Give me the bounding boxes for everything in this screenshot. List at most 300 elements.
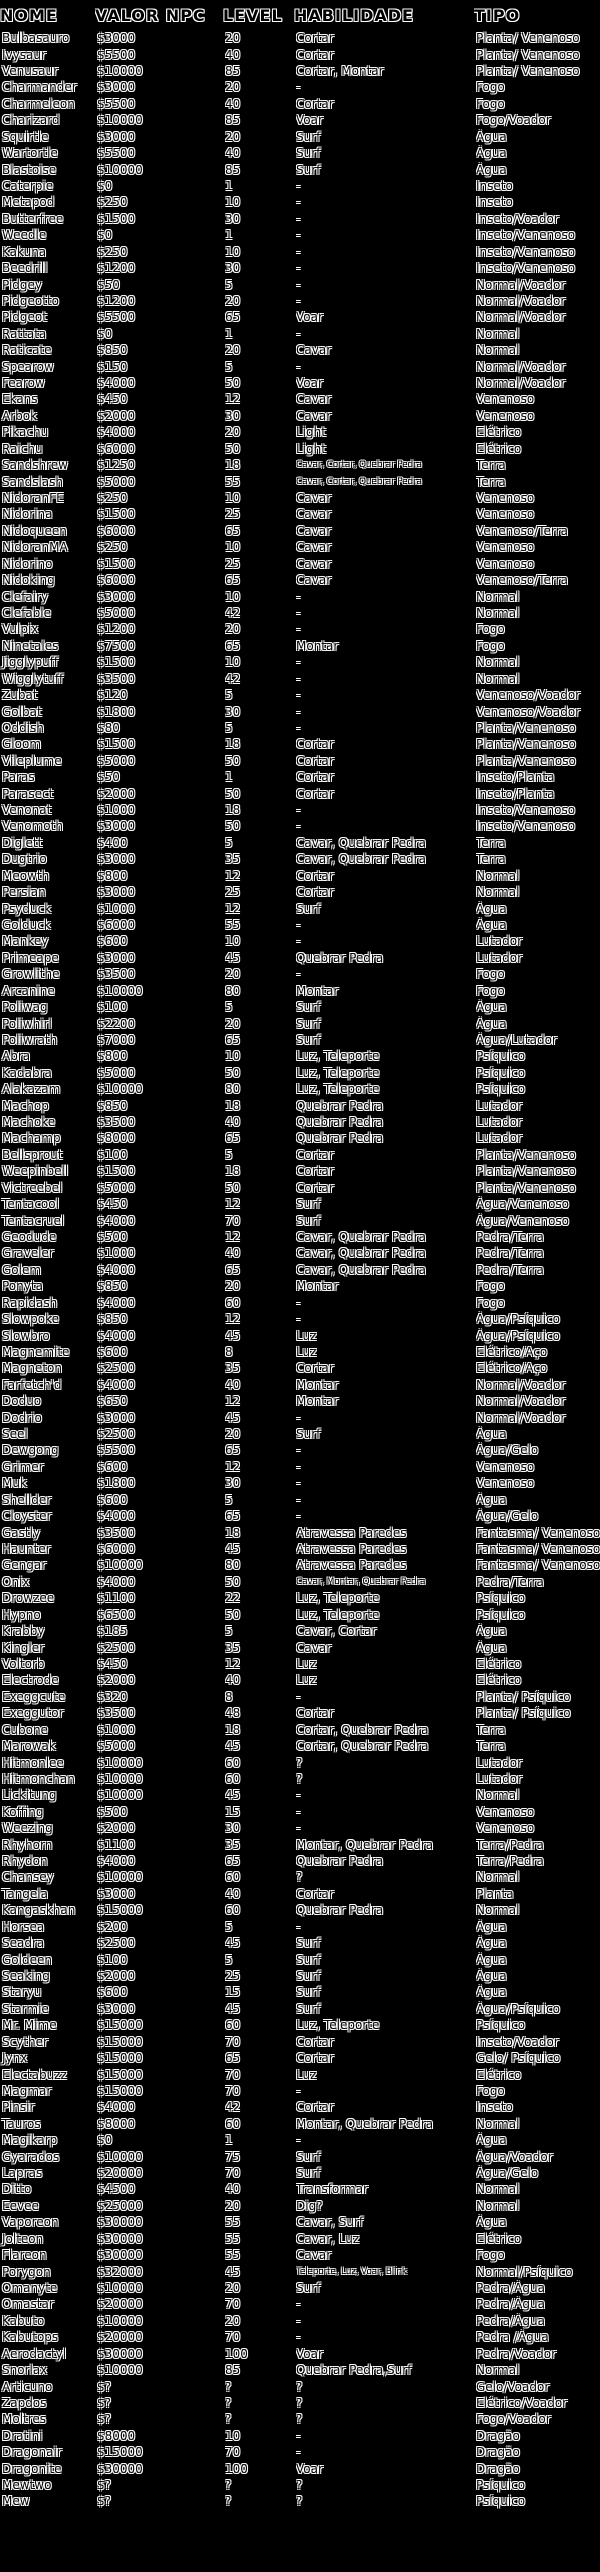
cell-habilidade: ? <box>296 2478 303 2493</box>
table-row <box>0 506 600 522</box>
table-row <box>0 1886 600 1902</box>
cell-nome: Weepinbell <box>2 1164 69 1179</box>
cell-valor: $1500 <box>97 737 136 752</box>
cell-nome: Koffing <box>2 1804 44 1819</box>
cell-valor: $5500 <box>97 96 136 111</box>
cell-level: 65 <box>225 1854 241 1869</box>
cell-valor: $1100 <box>97 1837 136 1852</box>
cell-habilidade: Luz, Teleporte <box>296 1082 380 1097</box>
cell-habilidade: Cavar, Quebrar Pedra <box>296 1246 426 1261</box>
cell-tipo: Fantasma/ Venenoso <box>476 1525 600 1540</box>
cell-habilidade: - <box>296 1312 301 1327</box>
cell-tipo: Água/Lutador <box>476 1032 557 1047</box>
cell-level: 45 <box>225 2264 241 2279</box>
cell-habilidade: Cortar <box>296 885 334 900</box>
cell-habilidade: Cortar, Quebrar Pedra <box>296 1739 429 1754</box>
table-row <box>0 161 600 177</box>
table-row <box>0 1245 600 1261</box>
cell-nome: Onix <box>2 1574 30 1589</box>
table-row <box>0 2116 600 2132</box>
cell-habilidade: - <box>296 671 301 686</box>
cell-level: 20 <box>225 31 241 46</box>
cell-level: 55 <box>225 2215 241 2230</box>
table-row <box>0 1097 600 1113</box>
cell-level: 45 <box>225 1328 241 1343</box>
table-row <box>0 2263 600 2279</box>
cell-valor: $30000 <box>97 2231 143 2246</box>
table-row <box>0 1721 600 1737</box>
table-row <box>0 441 600 457</box>
table-row <box>0 1377 600 1393</box>
cell-level: 70 <box>225 1213 241 1228</box>
cell-level: 1 <box>225 326 233 341</box>
cell-nome: Mew <box>2 2494 30 2509</box>
cell-level: 50 <box>225 376 241 391</box>
cell-nome: Poliwrath <box>2 1032 58 1047</box>
table-row <box>0 523 600 539</box>
cell-valor: $1250 <box>97 458 136 473</box>
cell-nome: Marowak <box>2 1739 56 1754</box>
table-row <box>0 1639 600 1655</box>
table-row <box>0 79 600 95</box>
cell-level: 10 <box>225 195 241 210</box>
cell-level: 50 <box>225 441 241 456</box>
cell-valor: $600 <box>97 1985 128 2000</box>
cell-tipo: Psíquico <box>476 2494 526 2509</box>
cell-nome: Dugtrio <box>2 852 47 867</box>
cell-tipo: Água/Psíquico <box>476 2001 560 2016</box>
cell-habilidade: Voar <box>296 113 323 128</box>
table-row <box>0 1180 600 1196</box>
cell-valor: $8000 <box>97 2428 136 2443</box>
cell-tipo: Planta/Venenoso <box>476 1180 576 1195</box>
cell-tipo: Psíquico <box>476 1607 526 1622</box>
cell-tipo: Elétrico/Aço <box>476 1361 548 1376</box>
cell-valor: $150 <box>97 359 128 374</box>
table-row <box>0 1081 600 1097</box>
cell-level: 10 <box>225 2428 241 2443</box>
cell-tipo: Terra <box>476 1739 506 1754</box>
table-row <box>0 1163 600 1179</box>
cell-valor: $50 <box>97 770 120 785</box>
table-row <box>0 1065 600 1081</box>
cell-tipo: Inseto/Planta <box>476 786 555 801</box>
cell-habilidade: - <box>296 244 301 259</box>
cell-valor: $0 <box>97 2133 113 2148</box>
cell-habilidade: Cavar, Luz <box>296 2231 360 2246</box>
cell-level: 1 <box>225 2133 233 2148</box>
cell-habilidade: Cortar, Quebrar Pedra <box>296 1722 429 1737</box>
cell-level: 20 <box>225 425 241 440</box>
cell-habilidade: - <box>296 326 301 341</box>
cell-habilidade: Cortar <box>296 1180 334 1195</box>
cell-level: 60 <box>225 1755 241 1770</box>
cell-habilidade: Surf <box>296 1968 321 1983</box>
cell-nome: Venusaur <box>2 64 59 79</box>
cell-tipo: Fantasma/ Venenoso <box>476 1542 600 1557</box>
cell-nome: Paras <box>2 770 35 785</box>
cell-level: 15 <box>225 1804 241 1819</box>
table-row <box>0 1607 600 1623</box>
cell-level: 45 <box>225 1542 241 1557</box>
cell-nome: Metapod <box>2 195 55 210</box>
cell-level: 42 <box>225 671 241 686</box>
table-row <box>0 1968 600 1984</box>
cell-nome: Scyther <box>2 2034 48 2049</box>
cell-level: 80 <box>225 1082 241 1097</box>
cell-nome: Omanyte <box>2 2281 58 2295</box>
cell-nome: Tauros <box>2 2116 41 2131</box>
table-row <box>0 1836 600 1852</box>
cell-valor: $15000 <box>97 1903 143 1918</box>
cell-tipo: Venenoso <box>476 1804 535 1819</box>
cell-habilidade: Cavar, Cortar, Quebrar Pedra <box>296 460 422 471</box>
table-row <box>0 2444 600 2460</box>
table-row <box>0 30 600 46</box>
cell-level: 25 <box>225 1968 241 1983</box>
cell-nome: Krabby <box>2 1624 45 1639</box>
cell-habilidade: Quebrar Pedra <box>296 1098 384 1113</box>
cell-level: 1 <box>225 179 233 193</box>
cell-tipo: Planta <box>476 1886 514 1901</box>
cell-level: 18 <box>225 737 241 752</box>
cell-nome: Primeape <box>2 950 59 965</box>
cell-level: 10 <box>225 1049 241 1064</box>
cell-tipo: Psíquico <box>476 2018 526 2033</box>
cell-valor: $100 <box>97 1000 128 1015</box>
table-row <box>0 572 600 588</box>
cell-habilidade: - <box>296 293 301 308</box>
table-row <box>0 2329 600 2345</box>
cell-level: 40 <box>225 2182 241 2197</box>
cell-valor: $4000 <box>97 1295 136 1310</box>
cell-tipo: Água <box>476 1624 507 1639</box>
cell-habilidade: Cortar <box>296 1361 334 1376</box>
cell-habilidade: - <box>296 704 301 719</box>
table-row <box>0 2050 600 2066</box>
cell-level: 100 <box>225 2346 248 2361</box>
table-row <box>0 1508 600 1524</box>
table-row <box>0 2345 600 2361</box>
cell-level: 40 <box>225 1886 241 1901</box>
cell-valor: $800 <box>97 868 128 883</box>
cell-tipo: Planta/Venenoso <box>476 720 576 735</box>
cell-level: 18 <box>225 1164 241 1179</box>
cell-nome: Goldeen <box>2 1952 52 1967</box>
cell-habilidade: - <box>296 2428 301 2443</box>
cell-valor: $20000 <box>97 2297 143 2312</box>
cell-level: 45 <box>225 1410 241 1425</box>
cell-level: 40 <box>225 96 241 111</box>
cell-valor: $10000 <box>97 2363 143 2378</box>
cell-valor: $2200 <box>97 1016 136 1031</box>
cell-valor: $4000 <box>97 1574 136 1589</box>
cell-nome: Oddish <box>2 720 44 735</box>
cell-habilidade: Luz, Teleporte <box>296 1049 380 1064</box>
cell-tipo: Água <box>476 1968 507 1983</box>
cell-valor: $32000 <box>97 2264 143 2279</box>
table-row <box>0 2181 600 2197</box>
cell-level: 60 <box>225 1870 241 1885</box>
table-row <box>0 785 600 801</box>
cell-tipo: Normal <box>476 2182 520 2197</box>
table-row <box>0 46 600 62</box>
cell-valor: $? <box>97 2478 112 2493</box>
cell-valor: $850 <box>97 343 128 358</box>
cell-tipo: Lutador <box>476 934 523 949</box>
cell-habilidade: - <box>296 934 301 949</box>
cell-tipo: Elétrico <box>476 2067 522 2082</box>
cell-habilidade: Cortar <box>296 2034 334 2049</box>
cell-habilidade: Cortar <box>296 1147 334 1162</box>
cell-tipo: Venenoso/Terra <box>476 573 568 588</box>
cell-habilidade: Cavar, Cortar, Quebrar Pedra <box>296 476 422 487</box>
table-row <box>0 1229 600 1245</box>
cell-nome: Raichu <box>2 441 43 456</box>
cell-tipo: Fogo <box>476 2248 505 2263</box>
table-row <box>0 1196 600 1212</box>
cell-valor: $? <box>97 2379 112 2394</box>
cell-valor: $? <box>97 2395 112 2410</box>
cell-valor: $20000 <box>97 2166 143 2181</box>
table-header <box>0 0 600 30</box>
cell-valor: $1500 <box>97 556 136 571</box>
cell-valor: $10000 <box>97 2149 143 2164</box>
table-row <box>0 818 600 834</box>
cell-tipo: Fogo <box>476 622 505 637</box>
cell-habilidade: Cavar, Quebrar Pedra <box>296 835 426 850</box>
table-row <box>0 375 600 391</box>
cell-tipo: Água/Gelo <box>476 1509 539 1524</box>
cell-tipo: Inseto/Venenoso <box>476 244 576 259</box>
cell-nome: Venonat <box>2 803 52 818</box>
cell-valor: $1200 <box>97 261 136 276</box>
cell-nome: Kabutops <box>2 2330 59 2345</box>
table-row <box>0 1656 600 1672</box>
cell-tipo: Lutador <box>476 1098 523 1113</box>
cell-level: 50 <box>225 1180 241 1195</box>
cell-level: 12 <box>225 1230 241 1244</box>
cell-habilidade: ? <box>296 1755 303 1770</box>
cell-tipo: Pedra/Água <box>476 2313 545 2328</box>
cell-valor: $3000 <box>97 950 136 965</box>
table-row <box>0 227 600 243</box>
header-nome: NOME <box>0 5 58 25</box>
cell-valor: $10000 <box>97 1771 143 1786</box>
cell-tipo: Inseto/Venenoso <box>476 803 576 818</box>
cell-tipo: Água <box>476 1919 507 1934</box>
table-row <box>0 1853 600 1869</box>
cell-level: 35 <box>225 1837 241 1852</box>
cell-habilidade: - <box>296 261 301 276</box>
cell-nome: Electabuzz <box>2 2067 67 2082</box>
cell-habilidade: - <box>296 917 301 932</box>
cell-valor: $0 <box>97 179 113 193</box>
cell-valor: $5000 <box>97 1180 136 1195</box>
cell-level: 30 <box>225 261 241 276</box>
cell-nome: Rhyhorn <box>2 1837 53 1852</box>
cell-level: 65 <box>225 1032 241 1047</box>
cell-tipo: Inseto <box>476 195 513 210</box>
table-row <box>0 1327 600 1343</box>
cell-valor: $2500 <box>97 1936 136 1951</box>
cell-level: 50 <box>225 819 241 834</box>
cell-level: 45 <box>225 1739 241 1754</box>
cell-nome: Cubone <box>2 1722 48 1737</box>
cell-level: 12 <box>225 1656 241 1671</box>
cell-level: 65 <box>225 1131 241 1146</box>
cell-level: 55 <box>225 2231 241 2246</box>
cell-nome: Geodude <box>2 1230 57 1244</box>
cell-habilidade: - <box>296 1295 301 1310</box>
cell-tipo: Inseto <box>476 179 513 193</box>
cell-habilidade: - <box>296 211 301 226</box>
cell-habilidade: Cortar <box>296 47 334 62</box>
cell-valor: $850 <box>97 1098 128 1113</box>
cell-nome: Flareon <box>2 2248 47 2263</box>
table-row <box>0 1771 600 1787</box>
cell-habilidade: - <box>296 359 301 374</box>
cell-tipo: Terra <box>476 1722 506 1737</box>
table-row <box>0 2378 600 2394</box>
cell-level: 30 <box>225 704 241 719</box>
cell-tipo: Venenoso <box>476 1476 535 1491</box>
cell-level: 20 <box>225 343 241 358</box>
cell-tipo: Água <box>476 2215 507 2230</box>
cell-level: 10 <box>225 491 241 506</box>
cell-nome: Sandslash <box>2 474 63 489</box>
cell-nome: Charmeleon <box>2 96 75 111</box>
cell-habilidade: Luz, Teleporte <box>296 2018 380 2033</box>
cell-tipo: Psíquico <box>476 1082 526 1097</box>
cell-valor: $1500 <box>97 655 136 670</box>
cell-habilidade: Luz, Teleporte <box>296 1607 380 1622</box>
cell-habilidade: Cortar <box>296 1706 334 1721</box>
cell-level: 80 <box>225 1558 241 1573</box>
cell-nome: Pidgeot <box>2 310 47 325</box>
table-row <box>0 194 600 210</box>
cell-habilidade: Montar <box>296 1279 339 1294</box>
cell-valor: $3000 <box>97 1410 136 1425</box>
cell-tipo: Lutador <box>476 1115 523 1130</box>
cell-level: 20 <box>225 1016 241 1031</box>
cell-tipo: Normal <box>476 1788 520 1803</box>
cell-valor: $650 <box>97 1394 128 1409</box>
cell-level: 20 <box>225 80 241 95</box>
cell-level: ? <box>225 2379 232 2394</box>
table-row <box>0 1787 600 1803</box>
cell-valor: $10000 <box>97 1755 143 1770</box>
cell-habilidade: Surf <box>296 2149 321 2164</box>
cell-valor: $3000 <box>97 819 136 834</box>
cell-habilidade: Quebrar Pedra <box>296 1115 384 1130</box>
cell-tipo: Pedra/Terra <box>476 1574 544 1589</box>
cell-level: 55 <box>225 474 241 489</box>
cell-tipo: Planta/Venenoso <box>476 1164 576 1179</box>
cell-valor: $6000 <box>97 917 136 932</box>
cell-habilidade: Cortar <box>296 868 334 883</box>
cell-tipo: Água <box>476 917 507 932</box>
table-row <box>0 408 600 424</box>
cell-level: 45 <box>225 1936 241 1951</box>
table-row <box>0 851 600 867</box>
cell-valor: $4000 <box>97 1509 136 1524</box>
cell-level: 65 <box>225 638 241 653</box>
cell-valor: $5500 <box>97 310 136 325</box>
cell-level: 85 <box>225 64 241 79</box>
cell-tipo: Elétrico/Voador <box>476 2395 568 2410</box>
cell-tipo: Venenoso <box>476 556 535 571</box>
table-row <box>0 2099 600 2115</box>
cell-valor: $6000 <box>97 573 136 588</box>
cell-tipo: Elétrico <box>476 2231 522 2246</box>
cell-nome: Dragonair <box>2 2445 62 2460</box>
cell-habilidade: Surf <box>296 1952 321 1967</box>
table-row <box>0 1590 600 1606</box>
cell-nome: Growlithe <box>2 967 60 982</box>
table-row <box>0 2477 600 2493</box>
table-row <box>0 2411 600 2427</box>
cell-nome: Moltres <box>2 2412 47 2427</box>
cell-habilidade: Luz <box>296 1673 317 1688</box>
cell-habilidade: Cortar <box>296 786 334 801</box>
table-row <box>0 736 600 752</box>
table-row <box>0 999 600 1015</box>
cell-tipo: Fantasma/ Venenoso <box>476 1558 600 1573</box>
cell-valor: $0 <box>97 228 113 243</box>
cell-level: 50 <box>225 1065 241 1080</box>
cell-valor: $80 <box>97 720 120 735</box>
cell-valor: $10000 <box>97 162 143 177</box>
cell-level: 55 <box>225 2248 241 2263</box>
cell-tipo: Água <box>476 1640 507 1655</box>
table-row <box>0 1492 600 1508</box>
cell-nome: Machop <box>2 1098 49 1113</box>
table-row <box>0 2247 600 2263</box>
cell-level: 45 <box>225 2001 241 2016</box>
cell-habilidade: Luz <box>296 2067 317 2082</box>
table-row <box>0 1869 600 1885</box>
cell-habilidade: - <box>296 1410 301 1425</box>
cell-level: 18 <box>225 803 241 818</box>
cell-level: 45 <box>225 1788 241 1803</box>
cell-valor: $? <box>97 2412 112 2427</box>
table-row <box>0 966 600 982</box>
cell-level: 5 <box>225 1000 233 1015</box>
cell-nome: Magmar <box>2 2083 52 2098</box>
cell-level: 40 <box>225 146 241 161</box>
cell-tipo: Inseto/Planta <box>476 770 555 785</box>
cell-level: 70 <box>225 2330 241 2345</box>
cell-valor: $6500 <box>97 1607 136 1622</box>
cell-habilidade: Surf <box>296 146 321 161</box>
cell-valor: $3500 <box>97 671 136 686</box>
cell-nome: Aerodactyl <box>2 2346 67 2361</box>
cell-valor: $850 <box>97 1312 128 1327</box>
cell-nome: Mr. Mime <box>2 2018 57 2033</box>
table-row <box>0 703 600 719</box>
table-row <box>0 358 600 374</box>
cell-habilidade: - <box>296 2330 301 2345</box>
cell-tipo: Água/Gelo <box>476 2166 539 2181</box>
cell-level: 8 <box>225 1344 233 1359</box>
cell-nome: Grimer <box>2 1459 44 1474</box>
cell-level: 10 <box>225 244 241 259</box>
cell-habilidade: - <box>296 1788 301 1803</box>
cell-level: 20 <box>225 967 241 982</box>
cell-valor: $200 <box>97 1919 128 1934</box>
cell-tipo: Inseto/Venenoso <box>476 228 576 243</box>
